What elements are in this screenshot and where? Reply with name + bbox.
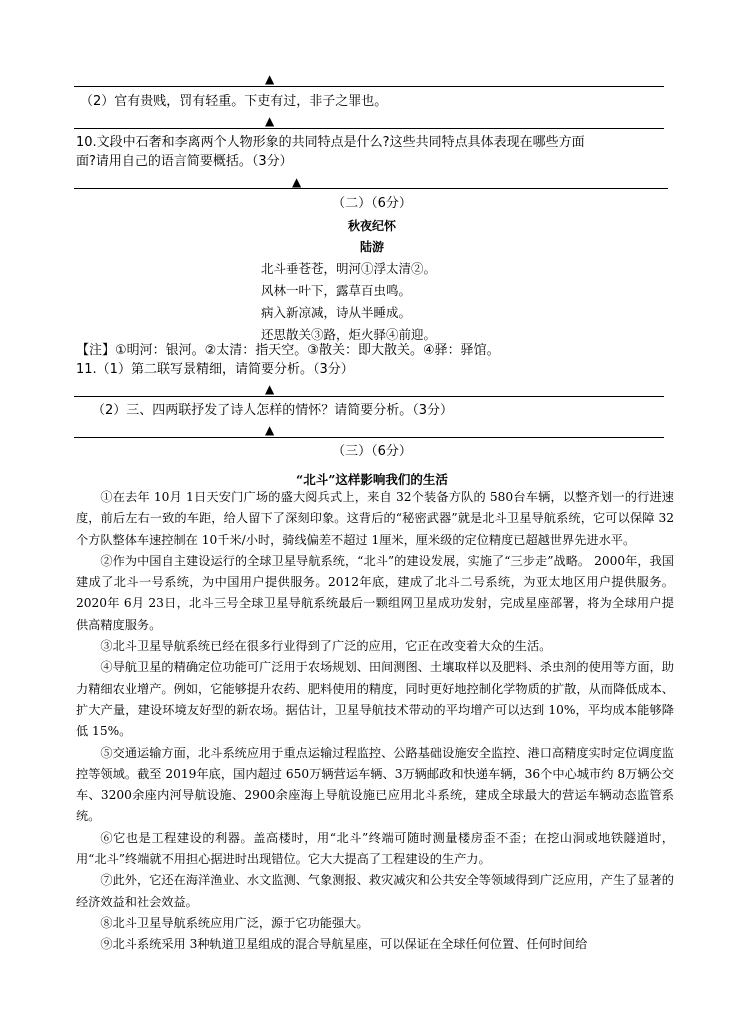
answer-line (74, 128, 664, 129)
question-10-line-2: 面?请用自己的语言简要概括。（3分） (76, 154, 293, 169)
question-10-line-1: 10.文段中石奢和李离两个人物形象的共同特点是什么?这些共同特点具体表现在哪些方面 (76, 135, 585, 150)
answer-line (74, 437, 664, 438)
question-11-2: （2）三、四两联抒发了诗人怎样的情怀？请简要分析。（3分） (92, 403, 454, 418)
poem-line: 风林一叶下，露草百虫鸣。 (261, 283, 412, 298)
poem-notes: 【注】①明河：银河。②太清：指天空。③散关：即大散关。④驿：驿馆。 (76, 343, 500, 358)
article-paragraph: ③北斗卫星导航系统已经在很多行业得到了广泛的应用，它正在改变着大众的生活。 (100, 639, 552, 654)
article-paragraph: ①在去年 10月 1日天安门广场的盛大阅兵式上，来自 32个装备方队的 580台车辆，以整齐划一的行进速度，前后左右一致的车距，给人留下了深刻印象。这背后的“秘密武器”就是北斗卫星导航系统，它可以保障 32个方队整体车速控制在 10千米/小时，骑线偏差不超过 1厘米，厘米级的定位精度已超越世界先进水平。 (76, 490, 674, 547)
article-paragraph: ④导航卫星的精确定位功能可广泛用于农场规划、田间测图、土壤取样以及肥料、杀虫剂的使用等方面，助力精细农业增产。例如，它能够提升农药、肥料使用的精度，同时更好地控制化学物质的扩散，从而降低成本、扩大产量，建设环境友好型的新农场。据估计，卫星导航技术带动的平均增产可以达到 10%，平均成本能够降低 15%。 (76, 660, 674, 739)
poem-title: 秋夜纪怀 (347, 219, 396, 233)
article-paragraph: ②作为中国自主建设运行的全球卫星导航系统，“北斗”的建设发展，实施了“三步走”战略。 2000年，我国建成了北斗一号系统，为中国用户提供服务。2012年底，建成了北斗二号系统，为亚太地区用户提供服务。2020年 6月 23日，北斗三号全球卫星导航系统最后一颗组网卫星成功发射，完成星座部署，将为全球用户提供高精度服务。 (76, 553, 674, 632)
article-title: “北斗”这样影响我们的生活 (296, 472, 448, 487)
article-body (76, 487, 674, 956)
poet-name: 陆游 (359, 240, 384, 254)
answer-marker-triangle: ▲ (265, 423, 275, 437)
question-11-1: 11.（1）第二联写景精细，请简要分析。（3分） (76, 362, 354, 377)
section-2-heading: （二）（6分） (332, 196, 412, 211)
answer-line (74, 86, 664, 87)
answer-marker-triangle: ▲ (265, 72, 275, 86)
article-paragraph: ⑧北斗卫星导航系统应用广泛，源于它功能强大。 (100, 915, 369, 930)
answer-line (74, 396, 664, 397)
section-3-heading: （三）（6分） (332, 444, 412, 459)
poem-line: 还思散关③路，炬火驿④前迎。 (261, 327, 437, 342)
answer-marker-triangle: ▲ (265, 382, 275, 396)
answer-marker-triangle: ▲ (265, 114, 275, 128)
article-paragraph: ⑤交通运输方面，北斗系统应用于重点运输过程监控、公路基础设施安全监控、港口高精度实时定位调度监控等领域。截至 2019年底，国内超过 650万辆营运车辆、3万辆邮政和快递车辆，36个中心城市约 8万辆公交车、3200余座内河导航设施、2900余座海上导航设施已应用北斗系统，建成全球最大的营运车辆动态监管系统。 (76, 745, 674, 824)
article-paragraph: ⑦此外，它还在海洋渔业、水文监测、气象测报、救灾减灾和公共安全等领域得到广泛应用，产生了显著的经济效益和社会效益。 (76, 873, 674, 909)
answer-marker-triangle: ▲ (292, 175, 302, 189)
poem-line: 北斗垂苍苍，明河①浮太清②。 (261, 261, 437, 276)
article-paragraph: ⑥它也是工程建设的利器。盖高楼时，用“北斗”终端可随时测量楼房歪不歪；在挖山洞或地铁隧道时，用“北斗”终端就不用担心据进时出现错位。它大大提高了工程建设的生产力。 (76, 830, 674, 867)
question-9-2: （2）官有贵贱，罚有轻重。下吏有过，非子之罪也。 (80, 94, 388, 109)
poem-line: 病入新凉减，诗从半睡成。 (261, 305, 412, 320)
article-paragraph: ⑨北斗系统采用 3种轨道卫星组成的混合导航星座，可以保证在全球任何位置、任何时间给 (100, 937, 588, 952)
answer-line (74, 188, 668, 189)
